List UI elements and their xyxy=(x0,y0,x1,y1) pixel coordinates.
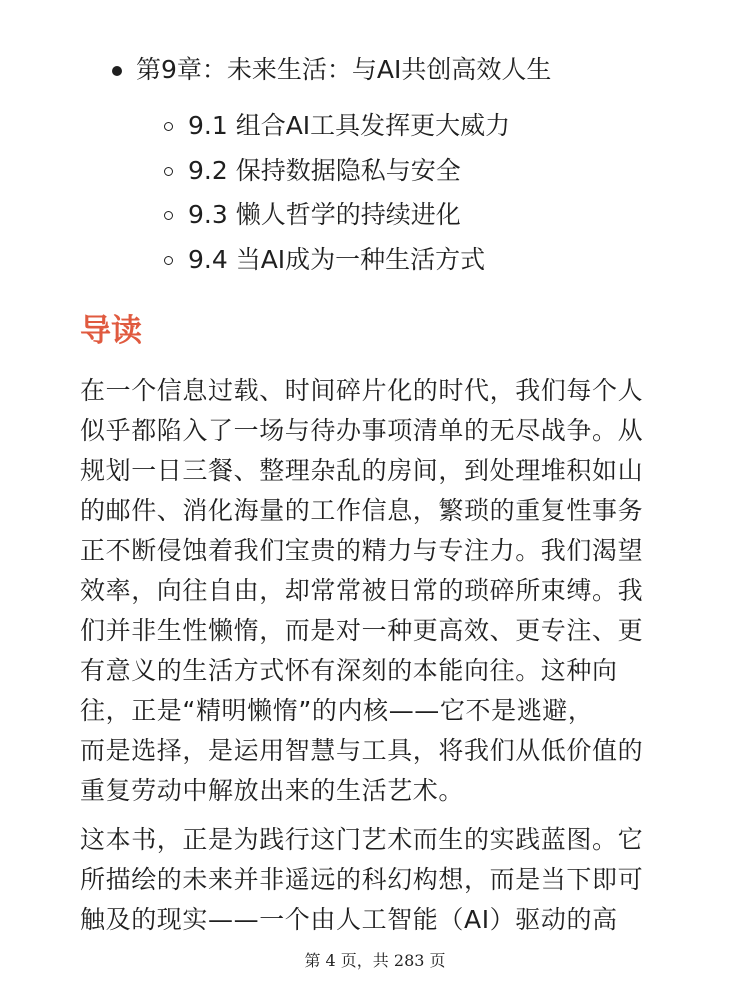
toc-section-label: 9.1 组合AI工具发挥更大威力 xyxy=(188,111,511,140)
text-line: 的邮件、消化海量的工作信息，繁琐的重复性事务 xyxy=(80,496,644,525)
toc-section-label: 9.3 懒人哲学的持续进化 xyxy=(188,200,461,229)
bullet-disc-icon xyxy=(112,66,122,76)
text-line: 往，正是“精明懒惰”的内核——它不是逃避， xyxy=(80,696,594,725)
toc-chapter-item xyxy=(108,50,728,90)
bullet-circle-icon xyxy=(164,167,173,176)
text-line: 这本书，正是为践行这门艺术而生的实践蓝图。它 xyxy=(80,825,644,854)
text-line: 们并非生性懒惰，而是对一种更高效、更专注、更 xyxy=(80,616,644,645)
page-number-footer: 第 4 页，共 283 页 xyxy=(304,951,446,970)
intro-paragraph-2 xyxy=(80,820,680,940)
toc-section-item xyxy=(160,193,728,238)
text-line: 规划一日三餐、整理杂乱的房间，到处理堆积如山 xyxy=(80,456,644,485)
toc-section-label: 9.2 保持数据隐私与安全 xyxy=(188,155,461,185)
bullet-circle-icon xyxy=(164,122,173,131)
section-heading: 导读 xyxy=(80,313,142,349)
toc-section-item xyxy=(160,238,728,283)
table-of-contents xyxy=(108,50,728,282)
text-line: 而是选择，是运用智慧与工具，将我们从低价值的 xyxy=(80,736,644,765)
intro-paragraph-1 xyxy=(80,371,680,811)
bullet-circle-icon xyxy=(164,256,173,265)
toc-section-item xyxy=(160,149,728,194)
toc-section-item xyxy=(160,104,728,149)
toc-section-list xyxy=(108,104,728,282)
text-line: 所描绘的未来并非遥远的科幻构想，而是当下即可 xyxy=(80,865,644,894)
toc-chapter-label: 第9章：未来生活：与AI共创高效人生 xyxy=(136,55,552,84)
text-line: 重复劳动中解放出来的生活艺术。 xyxy=(80,776,465,805)
text-line: 有意义的生活方式怀有深刻的本能向往。这种向 xyxy=(80,656,618,685)
text-line: 正不断侵蚀着我们宝贵的精力与专注力。我们渴望 xyxy=(80,536,644,565)
bullet-circle-icon xyxy=(164,211,173,220)
text-line: 效率，向往自由，却常常被日常的琐碎所束缚。我 xyxy=(80,576,644,605)
text-line: 触及的现实——一个由人工智能（AI）驱动的高 xyxy=(80,905,618,934)
text-line: 在一个信息过载、时间碎片化的时代，我们每个人 xyxy=(80,376,644,405)
toc-section-label: 9.4 当AI成为一种生活方式 xyxy=(188,244,486,274)
text-line: 似乎都陷入了一场与待办事项清单的无尽战争。从 xyxy=(80,416,644,445)
